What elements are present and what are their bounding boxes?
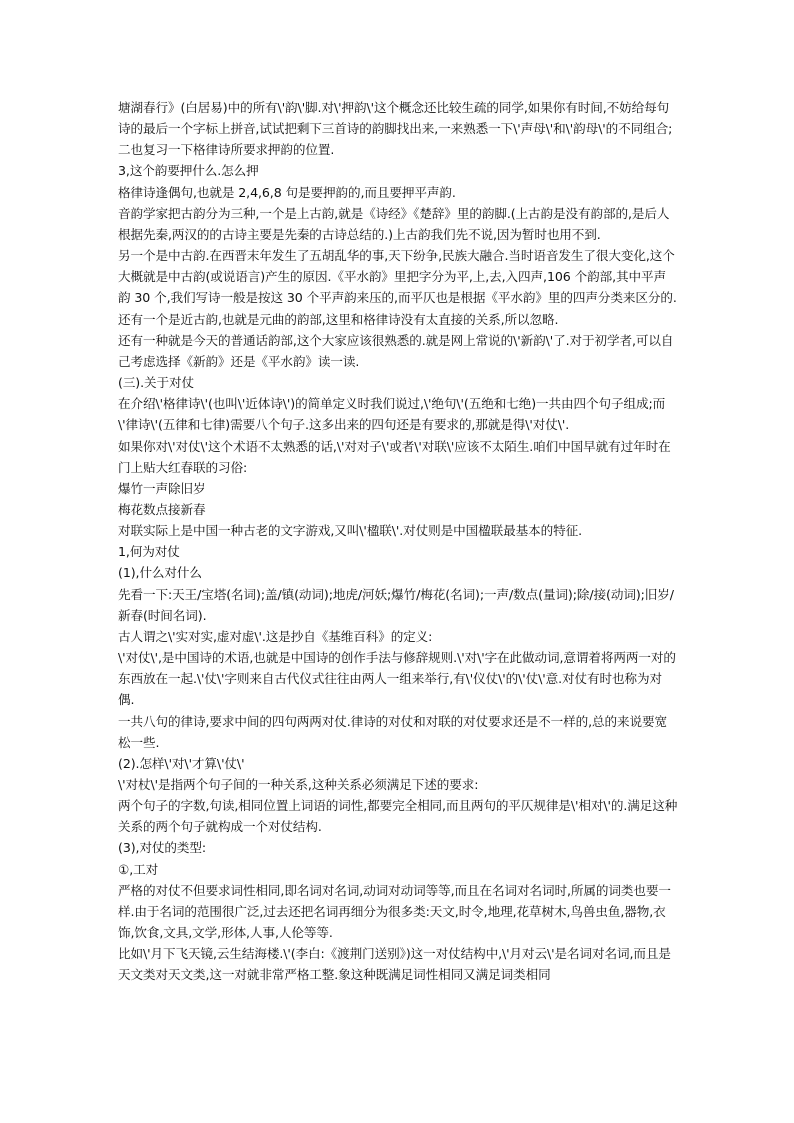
subheading-gongdui: ①,工对 xyxy=(118,861,159,877)
paragraph-11: 古人谓之\'实对实,虚对虚\'.这是抄自《基维百科》的定义: xyxy=(118,628,433,644)
subheading-1: 1,何为对仗 xyxy=(118,544,180,560)
couplet-line-2: 梅花数点接新春 xyxy=(118,501,206,517)
subheading-1-1: (1),什么对什么 xyxy=(118,565,202,581)
paragraph-7: 在介绍\'格律诗\'(也叫\'近体诗\')的简单定义时我们说过,\'绝句\'(五绝和七绝)一共由四个句子组成;而\'律诗\'(五律和七律)需要八个句子.这多出来的四句还是有要求的,那就是得\'对仗\'. xyxy=(118,396,666,433)
paragraph-14: \'对杖\'是指两个句子间的一种关系,这种关系必须满足下述的要求: xyxy=(118,777,479,792)
document-page xyxy=(118,97,678,986)
paragraph-6: 还有一种就是今天的普通话韵部,这个大家应该很熟悉的.就是网上常说的\'新韵\'了.对于初学者,可以自己考虑选择《新韵》还是《平水韵》读一读. xyxy=(118,332,674,369)
paragraph-4: 另一个是中古韵.在西晋末年发生了五胡乱华的事,天下纷争,民族大融合.当时语音发生了很大变化,这个大概就是中古韵(或说语言)产生的原因.《平水韵》里把字分为平,上,去,入四声,106 个韵部,其中平声韵 30 个,我们写诗一般是按这 30 个平声韵来压的,而平仄也是根据《平水韵》里的四声分类来区分的. xyxy=(118,248,677,306)
paragraph-16: 严格的对仗不但要求词性相同,即名词对名词,动词对动词等等,而且在名词对名词时,所属的词类也要一样.由于名词的范围很广泛,过去还把名词再细分为很多类:天文,时令,地理,花草树木,鸟兽虫鱼,器物,衣饰,饮食,文具,文学,形体,人事,人伦等等. xyxy=(118,882,671,941)
paragraph-15: 两个句子的字数,句读,相同位置上词语的词性,都要完全相同,而且两句的平仄规律是\'相对\'的.满足这种关系的两个句子就构成一个对仗结构. xyxy=(118,798,678,835)
section-heading-duizhang: (三).关于对仗 xyxy=(118,375,194,391)
paragraph-9: 对联实际上是中国一种古老的文字游戏,又叫\'楹联\'.对仗则是中国楹联最基本的特征. xyxy=(118,523,583,539)
paragraph-17: 比如\'月下飞天镜,云生结海楼.\'(李白:《渡荆门送别》)这一对仗结构中,\'月对云\'是名词对名词,而且是天文类对天文类,这一对就非常严格工整.象这种既满足词性相同又满足词类相同 xyxy=(118,946,671,983)
paragraph-13: 一共八句的律诗,要求中间的四句两两对仗.律诗的对仗和对联的对仗要求还是不一样的,总的来说要宽松一些. xyxy=(118,713,667,750)
paragraph-8: 如果你对\'对仗\'这个术语不太熟悉的话,\'对对子\'或者\'对联\'应该不太陌生.咱们中国早就有过年时在门上贴大红春联的习俗: xyxy=(118,438,671,475)
subheading-1-2: (2).怎样\'对\'才算\'仗\' xyxy=(118,755,245,771)
section-heading-3: 3,这个韵要押什么.怎么押 xyxy=(118,163,259,179)
paragraph-12: \'对仗\',是中国诗的术语,也就是中国诗的创作手法与修辞规则.\'对\'字在此做动词,意谓着将两两一对的东西放在一起.\'仗\'字则来自古代仪式往往由两人一组来举行,有\'仪仗\'的\'仗\'意.对仗有时也称为对偶. xyxy=(118,650,676,708)
paragraph-10: 先看一下:天王/宝塔(名词);盖/镇(动词);地虎/河妖;爆竹/梅花(名词);一声/数点(量词);除/接(动词);旧岁/新春(时间名词). xyxy=(118,586,674,623)
couplet-line-1: 爆竹一声除旧岁 xyxy=(118,480,206,496)
paragraph-2: 格律诗逢偶句,也就是 2,4,6,8 句是要押韵的,而且要押平声韵. xyxy=(118,184,456,200)
subheading-1-3: (3),对仗的类型: xyxy=(118,840,207,856)
paragraph-3: 音韵学家把古韵分为三种,一个是上古韵,就是《诗经》《楚辞》里的韵脚.(上古韵是没有韵部的,是后人根据先秦,两汉的的古诗主要是先秦的古诗总结的.)上古韵我们先不说,因为暂时也用不到. xyxy=(118,205,670,242)
paragraph-5: 还有一个是近古韵,也就是元曲的韵部,这里和格律诗没有太直接的关系,所以忽略. xyxy=(118,311,559,327)
paragraph-1: 塘湖春行》(白居易)中的所有\'韵\'脚.对\'押韵\'这个概念还比较生疏的同学,如果你有时间,不妨给每句诗的最后一个字标上拼音,试试把剩下三首诗的韵脚找出来,一来熟悉一下\'声母\'和\'韵母\'的不同组合;二也复习一下格律诗所要求押韵的位置. xyxy=(118,100,673,158)
